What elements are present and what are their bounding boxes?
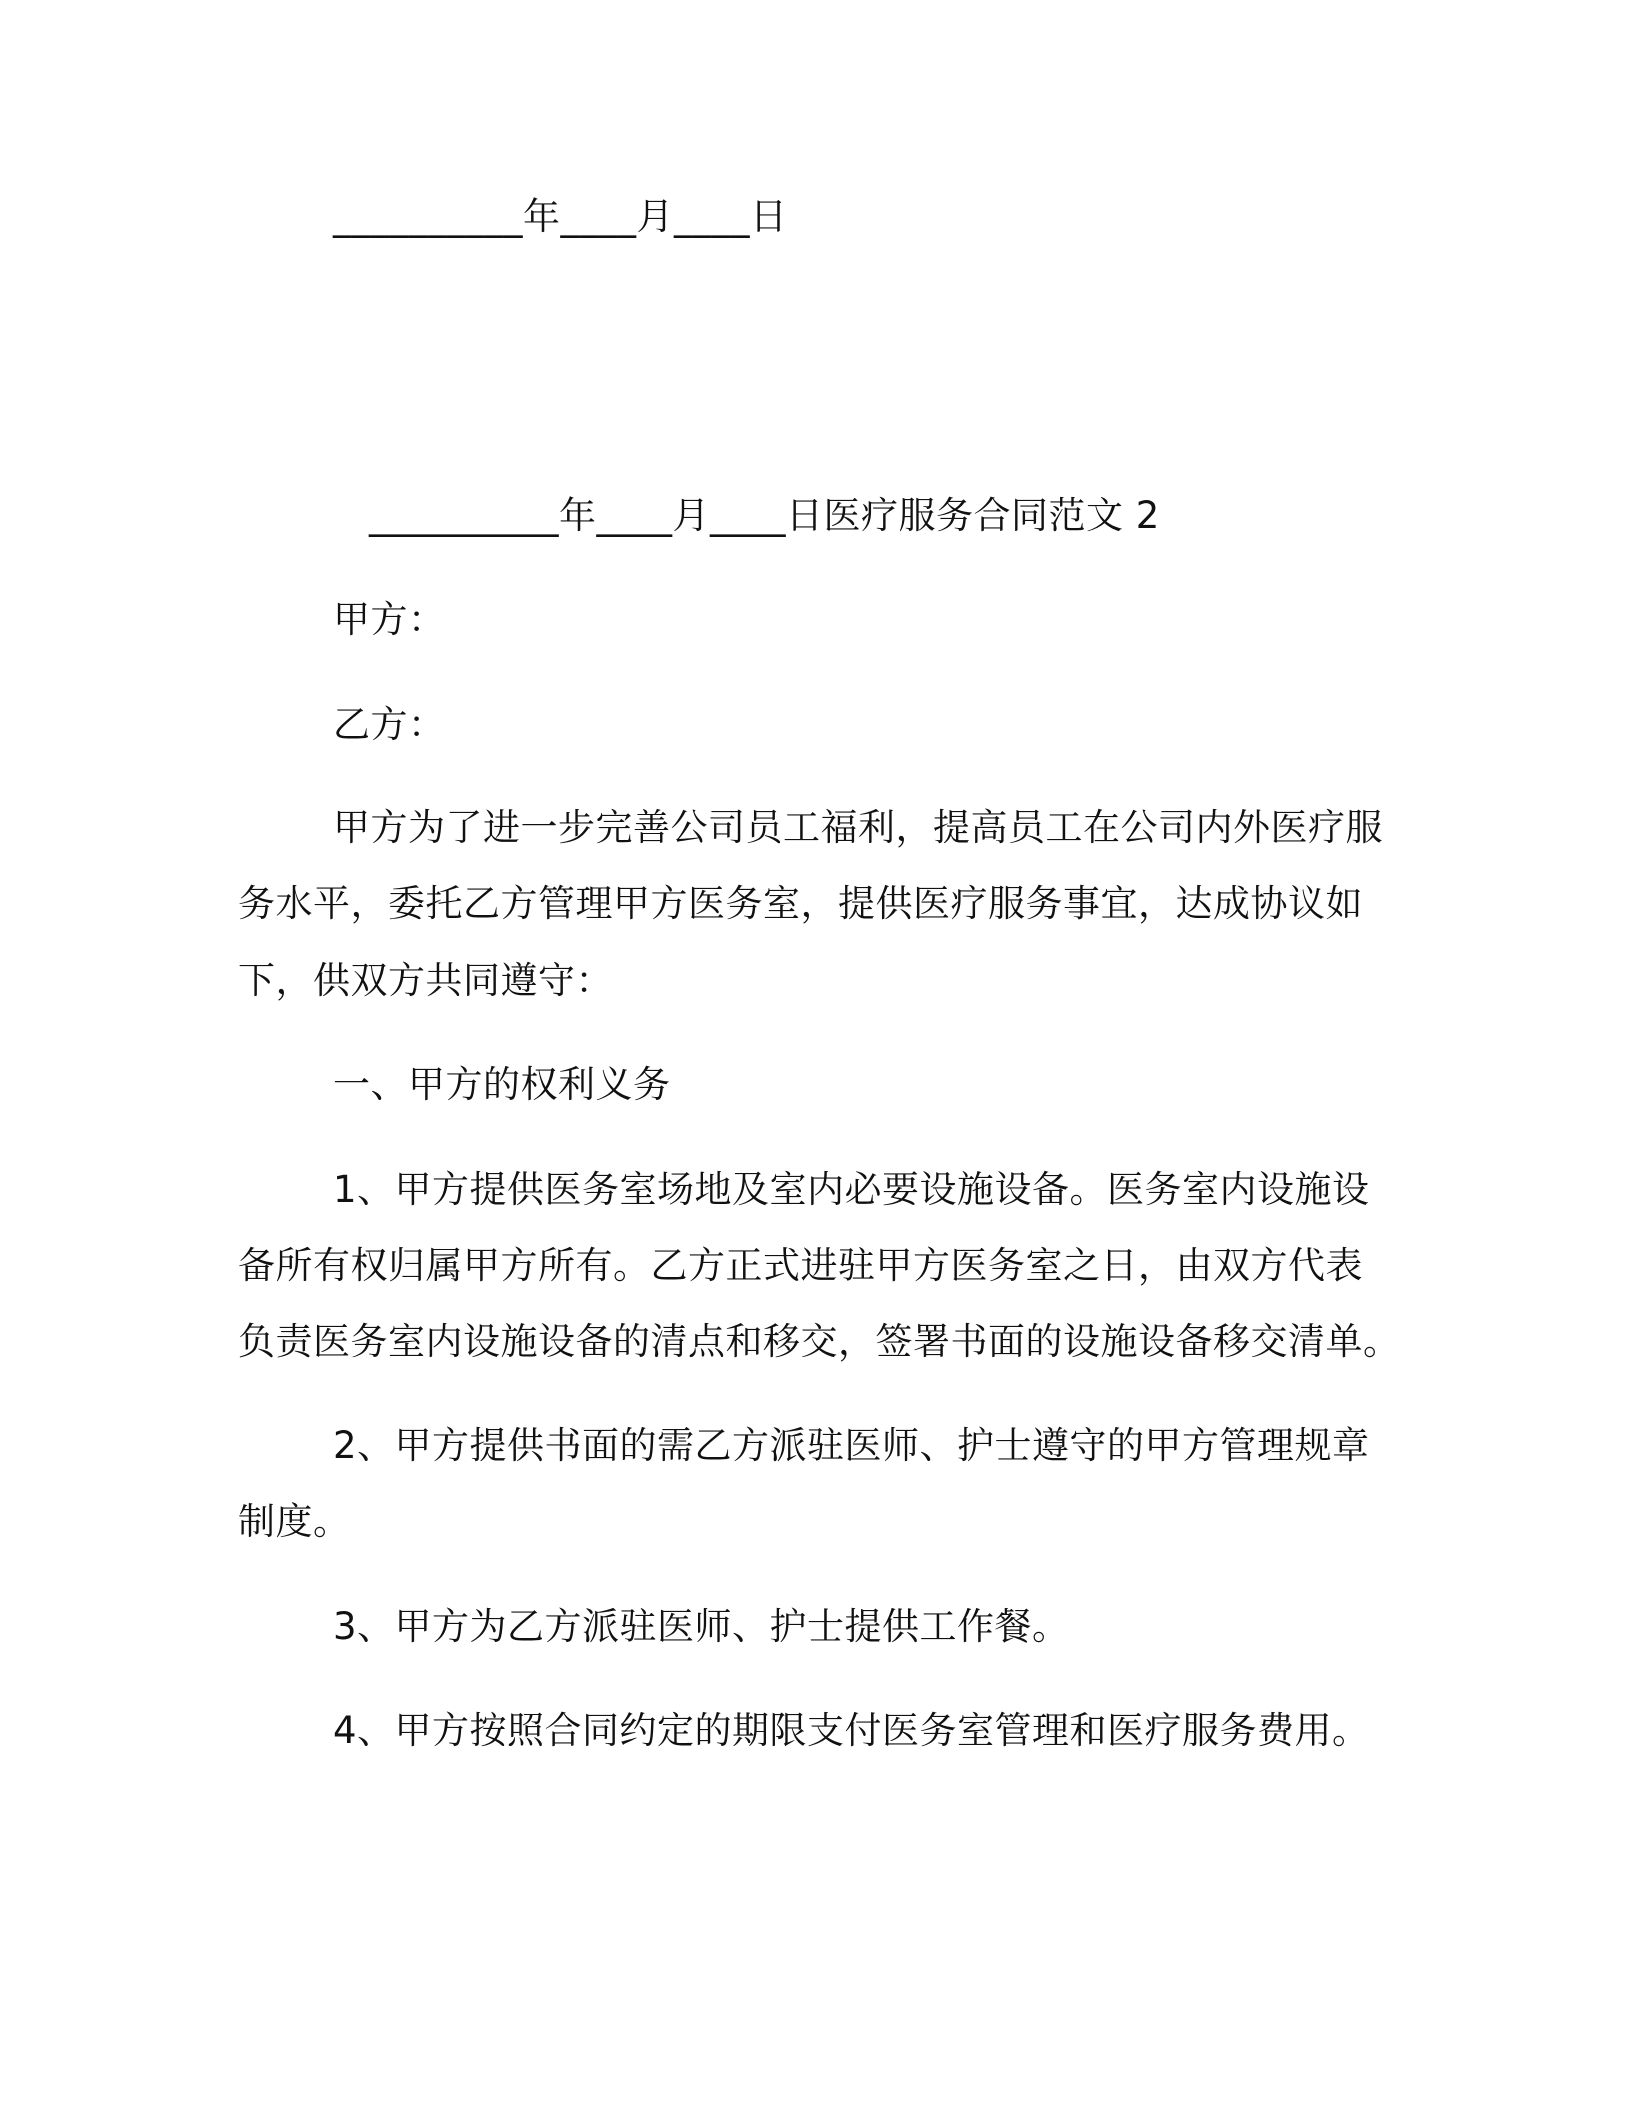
date-line: __________年____月____日: [333, 195, 788, 238]
clause-1-line: 1、甲方提供医务室场地及室内必要设施设备。医务室内设施设: [333, 1168, 1370, 1211]
intro-paragraph-line: 甲方为了进一步完善公司员工福利，提高员工在公司内外医疗服: [333, 806, 1383, 849]
document-title: __________年____月____日医疗服务合同范文 2: [369, 494, 1160, 537]
clause-1-line: 备所有权归属甲方所有。乙方正式进驻甲方医务室之日，由双方代表: [238, 1244, 1363, 1287]
intro-paragraph-line: 务水平，委托乙方管理甲方医务室，提供医疗服务事宜，达成协议如: [238, 882, 1363, 925]
intro-paragraph-line: 下，供双方共同遵守：: [238, 959, 613, 1002]
section-heading: 一、甲方的权利义务: [333, 1063, 671, 1106]
party-a-label: 甲方：: [333, 598, 446, 641]
clause-4-line: 4、甲方按照合同约定的期限支付医务室管理和医疗服务费用。: [333, 1709, 1370, 1752]
clause-3-line: 3、甲方为乙方派驻医师、护士提供工作餐。: [333, 1605, 1070, 1648]
clause-2-line: 制度。: [238, 1500, 351, 1543]
clause-2-line: 2、甲方提供书面的需乙方派驻医师、护士遵守的甲方管理规章: [333, 1424, 1370, 1467]
party-b-label: 乙方：: [333, 703, 446, 746]
clause-1-line: 负责医务室内设施设备的清点和移交，签署书面的设施设备移交清单。: [238, 1320, 1401, 1363]
